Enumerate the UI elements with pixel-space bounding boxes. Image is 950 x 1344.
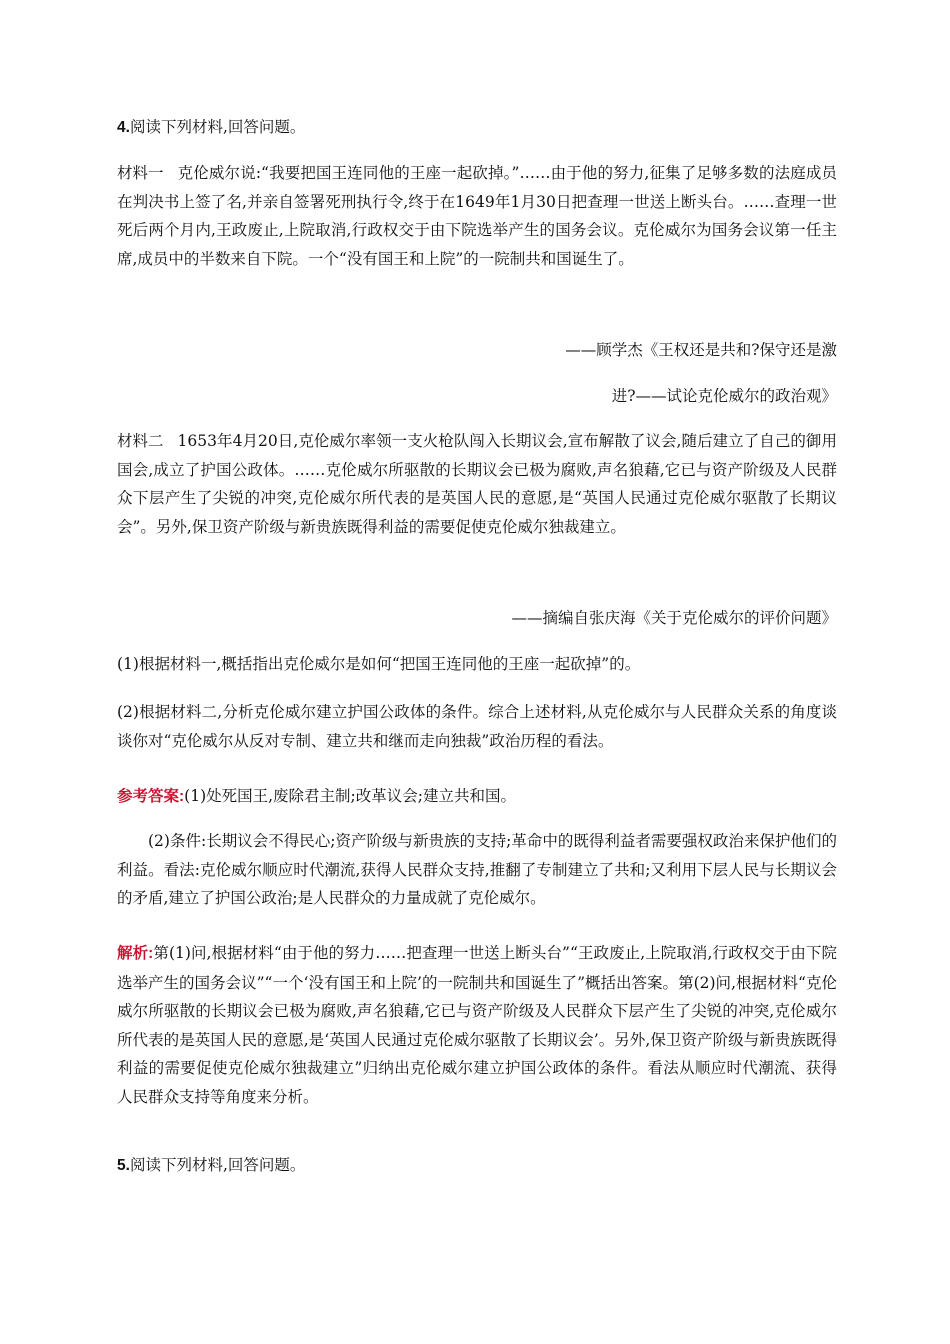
material-1-text: 克伦威尔说:“我要把国王连同他的王座一起砍掉。”……由于他的努力,征集了足够多数的法庭成员在判决书上签了名,并亲自签署死刑执行令,终于在1649年1月30日把查理一世送上断头台。……查理一世死后两个月内,王政废止,上院取消,行政权交于由下院选举产生的国务会议。克伦威尔为国务会议第一任主席,成员中的半数来自下院。一个“没有国王和上院”的一院制共和国诞生了。 [117, 164, 837, 268]
question-5-heading [117, 1151, 837, 1181]
reference-answer-part-1: (1)处死国王,废除君主制;改革议会;建立共和国。 [184, 787, 517, 805]
material-2 [117, 427, 837, 541]
question-number: 5. [117, 1157, 130, 1174]
material-1-source-line-1: ——顾学杰《王权还是共和?保守还是激 [565, 341, 837, 359]
question-number: 4. [117, 119, 130, 136]
material-1-label: 材料一 [117, 164, 164, 182]
question-prompt: 阅读下列材料,回答问题。 [129, 1156, 306, 1174]
reference-answer-1 [117, 782, 837, 812]
analysis-text: 第(1)问,根据材料“由于他的努力……把查理一世送上断头台”“王政废止,上院取消,行政权交于由下院选举产生的国务会议”“一个‘没有国王和上院’的一院制共和国诞生了”概括出答案。第(2)问,根据材料“克伦威尔所驱散的长期议会已极为腐败,声名狼藉,它已与资产阶级及人民群众下层产生了尖锐的冲突,克伦威尔所代表的是英国人民的意愿,是‘英国人民通过克伦威尔驱散了长期议会’。另外,保卫资产阶级与新贵族既得利益的需要促使克伦威尔独裁建立”归纳出克伦威尔建立护国公政体的条件。看法从顺应时代潮流、获得人民群众支持等角度来分析。 [117, 944, 837, 1106]
question-prompt: 阅读下列材料,回答问题。 [129, 118, 306, 136]
reference-answer-label: 参考答案: [117, 788, 185, 805]
material-2-source: ——摘编自张庆海《关于克伦威尔的评价问题》 [511, 609, 837, 627]
material-2-label: 材料二 [117, 432, 164, 450]
analysis [117, 939, 837, 1111]
reference-answer-part-2: (2)条件:长期议会不得民心;资产阶级与新贵族的支持;革命中的既得利益者需要强权政治来保护他们的利益。看法:克伦威尔顺应时代潮流,获得人民群众支持,推翻了专制建立了共和;又利用下层人民与长期议会的矛盾,建立了护国公政治;是人民群众的力量成就了克伦威尔。 [117, 832, 837, 907]
question-1: (1)根据材料一,概括指出克伦威尔是如何“把国王连同他的王座一起砍掉”的。 [117, 655, 641, 673]
material-2-text: 1653年4月20日,克伦威尔率领一支火枪队闯入长期议会,宣布解散了议会,随后建立了自己的御用国会,成立了护国公政体。……克伦威尔所驱散的长期议会已极为腐败,声名狼藉,它已与资产阶级及人民群众下层产生了尖锐的冲突,克伦威尔所代表的是英国人民的意愿,是“英国人民通过克伦威尔驱散了长期议会”。另外,保卫资产阶级与新贵族既得利益的需要促使克伦威尔独裁建立。 [117, 432, 837, 536]
question-2: (2)根据材料二,分析克伦威尔建立护国公政体的条件。综合上述材料,从克伦威尔与人民群众关系的角度谈谈你对“克伦威尔从反对专制、建立共和继而走向独裁”政治历程的看法。 [117, 703, 837, 750]
material-1-source-line-2: 进?——试论克伦威尔的政治观》 [611, 387, 837, 405]
question-4-heading [117, 113, 837, 143]
material-1 [117, 159, 837, 273]
analysis-label: 解析: [117, 945, 154, 962]
